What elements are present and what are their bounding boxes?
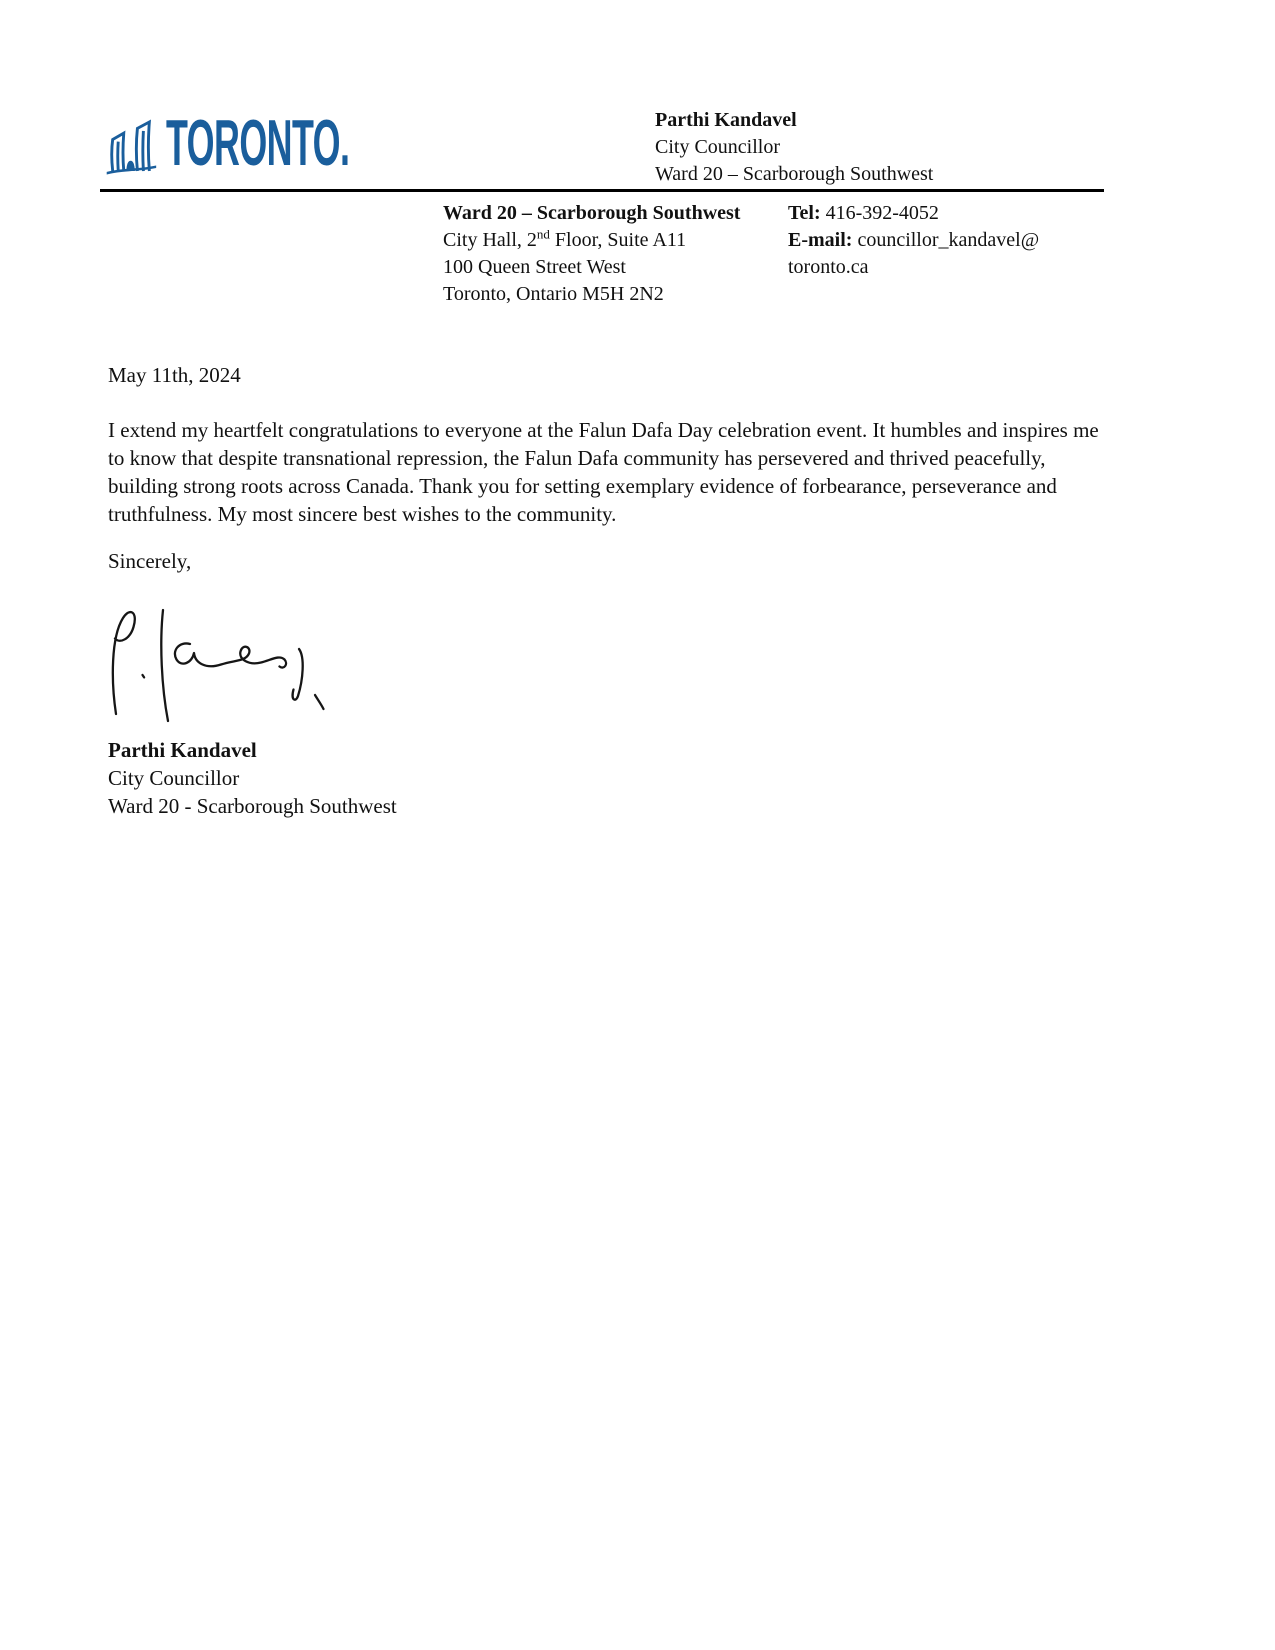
email-address: councillor_kandavel@ [852,229,1040,251]
email-label: E-mail: [788,229,853,251]
letterhead-contact-header [655,107,933,188]
contact-details [788,200,1039,281]
tel-number: 416-392-4052 [820,202,939,224]
signer-ward: Ward 20 - Scarborough Southwest [108,794,397,818]
councillor-name: Parthi Kandavel [655,109,797,131]
tel-label: Tel: [788,202,821,224]
header-divider [100,189,1104,192]
office-address [443,200,740,308]
signer-name: Parthi Kandavel [108,738,257,762]
office-city-line: Toronto, Ontario M5H 2N2 [443,283,664,305]
toronto-wordmark: TORONTO. [166,105,350,180]
toronto-city-hall-icon [105,114,163,187]
office-building-line: City Hall, 2nd Floor, Suite A11 [443,226,687,251]
ordinal-superscript: nd [536,226,550,242]
letter-date: May 11th, 2024 [108,363,241,387]
letter-closing: Sincerely, [108,549,192,573]
office-street-line: 100 Queen Street West [443,256,626,278]
councillor-ward: Ward 20 – Scarborough Southwest [655,163,934,185]
email-line-2: toronto.ca [788,256,869,278]
letter-body: I extend my heartfelt congratulations to everyone at the Falun Dafa Day celebration event. It humbles and inspires me to know that despite transnational repression, the Falun Dafa community has persevered and thrived peacefully, building strong roots across Canada. Thank you for setting exemplary evidence of forbearance, perseverance and truthfulness. My most sincere best wishes to the community. [108,418,1099,526]
telephone-line [788,200,1039,227]
email-line [788,227,1039,254]
councillor-title: City Councillor [655,136,780,158]
signature-image [102,601,334,732]
office-ward-line: Ward 20 – Scarborough Southwest [443,202,741,224]
signature-block [108,736,397,820]
signer-title: City Councillor [108,766,240,790]
